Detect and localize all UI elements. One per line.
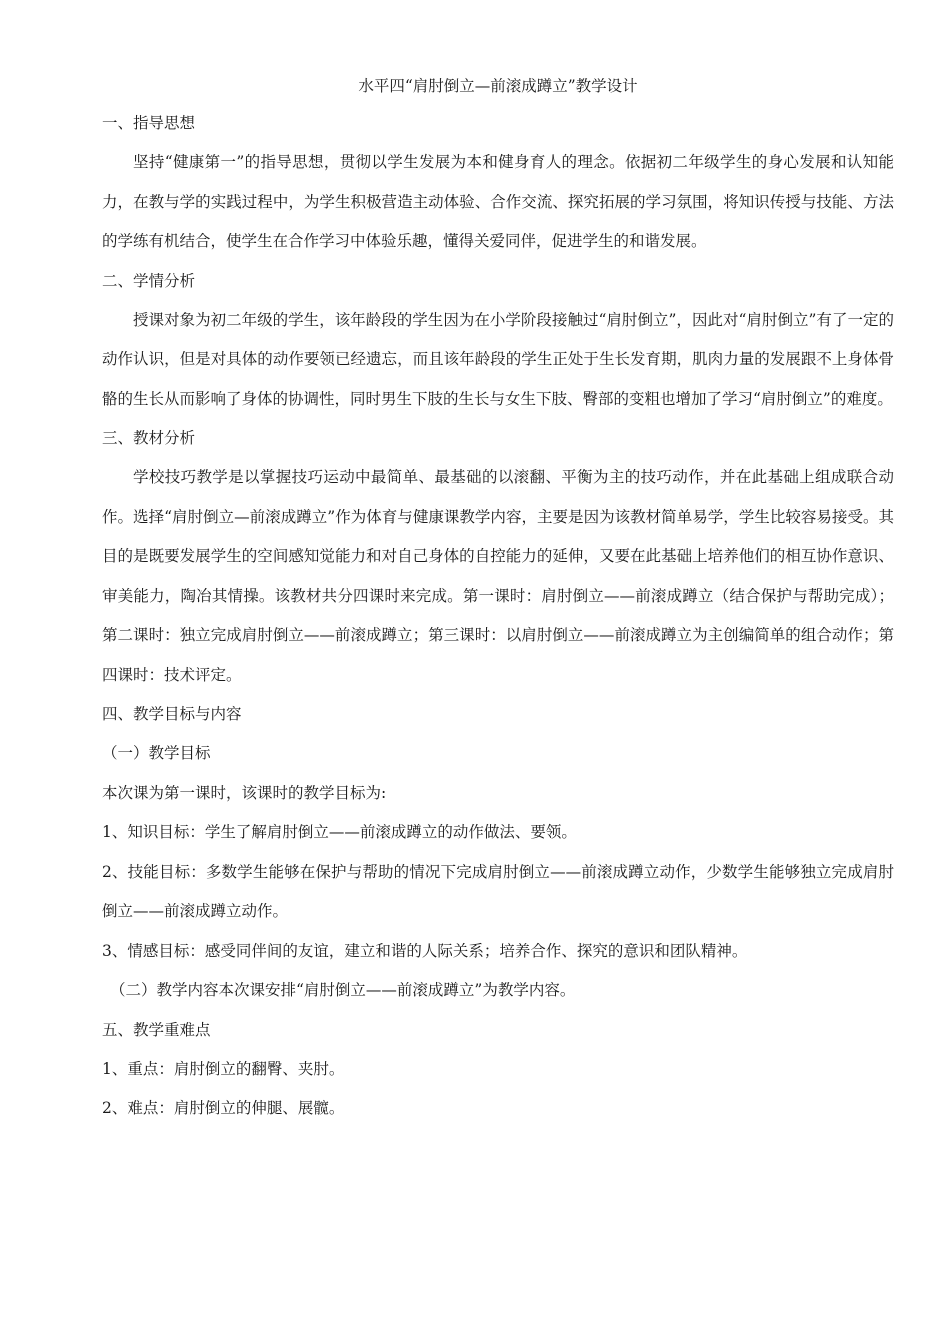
section-heading-goals-content: 四、教学目标与内容 [102,705,242,723]
subheading-teaching-goals: （一）教学目标 [102,744,211,762]
goal-emotion: 3、情感目标：感受同伴间的友谊，建立和谐的人际关系；培养合作、探究的意识和团队精神。 [102,941,748,960]
goal-knowledge: 1、知识目标：学生了解肩肘倒立——前滚成蹲立的动作做法、要领。 [102,823,577,841]
section-heading-guiding-ideology: 一、指导思想 [102,114,196,132]
key-point: 1、重点：肩肘倒立的翻臀、夹肘。 [102,1059,345,1078]
section-heading-material-analysis: 三、教材分析 [102,429,196,447]
paragraph-guiding-ideology: 坚持“健康第一”的指导思想，贯彻以学生发展为本和健身育人的理念。依据初二年级学生的身心发展和认知能力，在教与学的实践过程中，为学生积极营造主动体验、合作交流、探究拓展的学习氛围，将知识传授与技能、方法的学练有机结合，使学生在合作学习中体验乐趣，懂得关爱同伴，促进学生的和谐发展。 [102,153,894,250]
document-title: 水平四“肩肘倒立—前滚成蹲立”教学设计 [358,77,638,95]
goals-intro: 本次课为第一课时，该课时的教学目标为: [102,783,387,802]
subheading-teaching-content: （二）教学内容本次课安排“肩肘倒立——前滚成蹲立”为教学内容。 [110,981,576,999]
section-heading-key-difficult: 五、教学重难点 [102,1020,211,1039]
document-page [102,72,894,1129]
goal-skill: 2、技能目标：多数学生能够在保护与帮助的情况下完成肩肘倒立——前滚成蹲立动作，少数学生能够独立完成肩肘倒立——前滚成蹲立动作。 [102,862,894,920]
section-heading-student-analysis: 二、学情分析 [102,271,196,290]
paragraph-material-analysis: 学校技巧教学是以掌握技巧运动中最简单、最基础的以滚翻、平衡为主的技巧动作，并在此基础上组成联合动作。选择“肩肘倒立—前滚成蹲立”作为体育与健康课教学内容，主要是因为该教材简单易学，学生比较容易接受。其目的是既要发展学生的空间感知觉能力和对自己身体的自控能力的延伸，又要在此基础上培养他们的相互协作意识、审美能力，陶冶其情操。该教材共分四课时来完成。第一课时：肩肘倒立——前滚成蹲立（结合保护与帮助完成）；第二课时：独立完成肩肘倒立——前滚成蹲立；第三课时：以肩肘倒立——前滚成蹲立为主创编简单的组合动作；第四课时：技术评定。 [102,468,894,684]
paragraph-student-analysis: 授课对象为初二年级的学生，该年龄段的学生因为在小学阶段接触过“肩肘倒立”，因此对“肩肘倒立”有了一定的动作认识，但是对具体的动作要领已经遗忘，而且该年龄段的学生正处于生长发育期，肌肉力量的发展跟不上身体骨骼的生长从而影响了身体的协调性，同时男生下肢的生长与女生下肢、臀部的变粗也增加了学习“肩肘倒立”的难度。 [102,310,894,408]
difficult-point: 2、难点：肩肘倒立的伸腿、展髋。 [102,1099,345,1117]
